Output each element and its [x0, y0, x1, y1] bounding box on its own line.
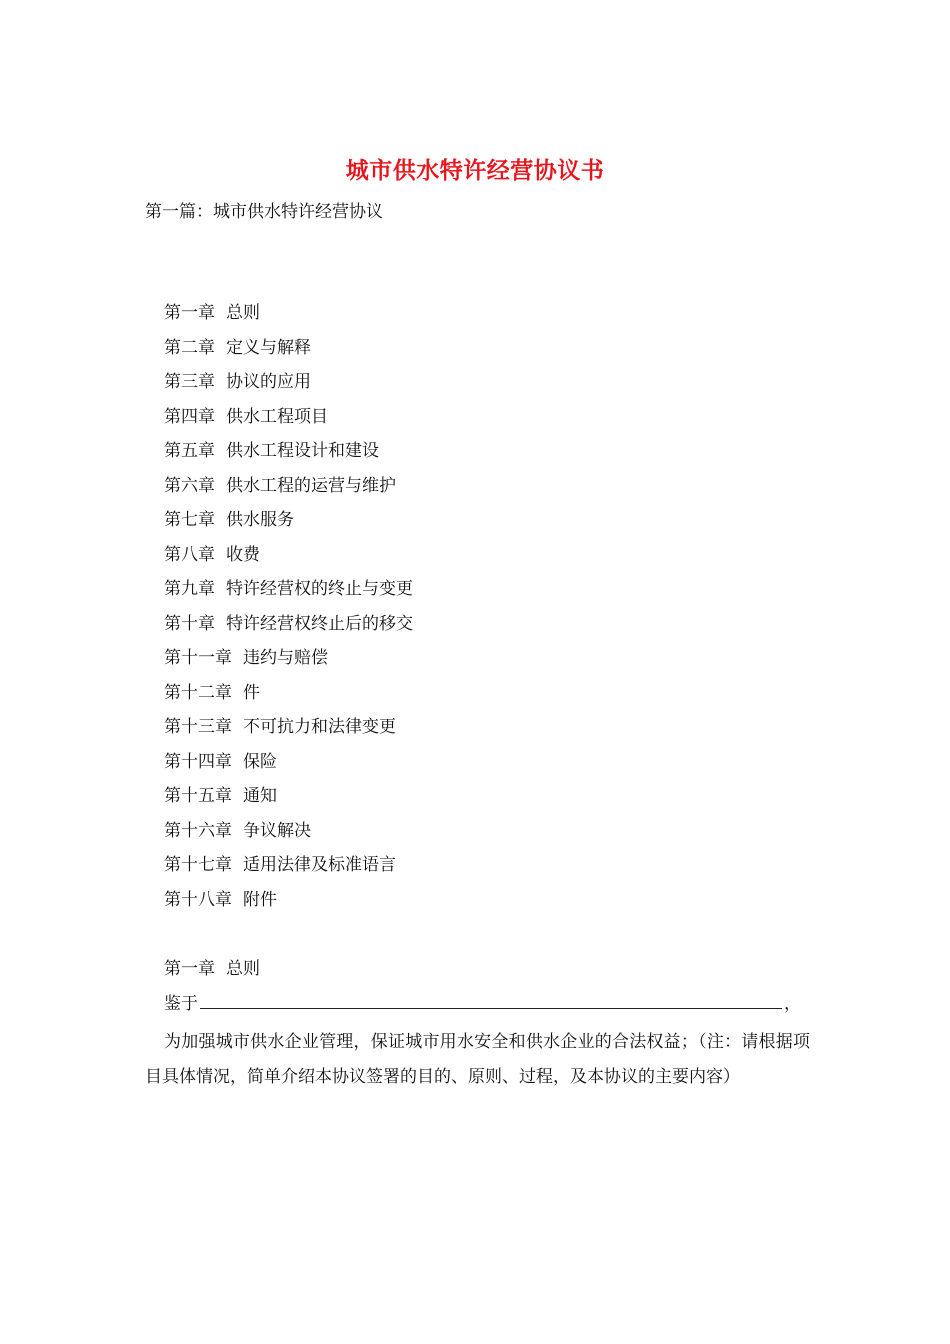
toc-chapter-number: 第十三章 [164, 717, 232, 737]
toc-chapter-number: 第九章 [164, 579, 215, 599]
toc-chapter-name: 特许经营权的终止与变更 [226, 579, 413, 599]
toc-chapter-name: 特许经营权终止后的移交 [226, 613, 413, 634]
recital-suffix: ， [784, 994, 801, 1014]
toc-chapter-number: 第十七章 [164, 855, 232, 875]
toc-chapter-number: 第十章 [164, 613, 215, 634]
toc-item [164, 714, 413, 749]
toc-item [164, 542, 413, 577]
toc-item [164, 404, 413, 439]
section-heading [164, 956, 260, 982]
toc-chapter-number: 第十二章 [164, 682, 232, 703]
toc-item [164, 611, 413, 646]
toc-chapter-name: 供水工程的运营与维护 [226, 475, 396, 496]
toc-item [164, 300, 413, 335]
recital-line [164, 990, 801, 1017]
toc-item [164, 335, 413, 370]
toc-chapter-number: 第七章 [164, 510, 215, 530]
toc-item [164, 749, 413, 784]
toc-chapter-name: 保险 [243, 751, 277, 772]
toc-item [164, 645, 413, 680]
toc-item [164, 887, 413, 922]
toc-chapter-number: 第八章 [164, 544, 215, 565]
toc-chapter-number: 第十四章 [164, 751, 232, 772]
toc-chapter-name: 定义与解释 [226, 337, 311, 358]
toc-item [164, 369, 413, 404]
toc-item [164, 680, 413, 715]
toc-chapter-number: 第十一章 [164, 648, 232, 668]
recital-paragraph: 为加强城市供水企业管理，保证城市用水安全和供水企业的合法权益；（注：请根据项目具体情况，简单介绍本协议签署的目的、原则、过程，及本协议的主要内容） [145, 1032, 810, 1087]
toc-chapter-name: 收费 [226, 544, 260, 565]
toc-chapter-name: 适用法律及标准语言 [243, 855, 396, 875]
toc-item [164, 783, 413, 818]
toc-chapter-name: 通知 [243, 786, 277, 806]
toc-item [164, 852, 413, 887]
toc-chapter-number: 第三章 [164, 372, 215, 392]
toc-chapter-number: 第十五章 [164, 786, 232, 806]
toc-chapter-name: 供水工程项目 [226, 406, 328, 427]
toc-chapter-name: 协议的应用 [226, 372, 311, 392]
toc-chapter-number: 第二章 [164, 337, 215, 358]
toc-chapter-number: 第五章 [164, 441, 215, 461]
toc-item [164, 438, 413, 473]
toc-chapter-number: 第四章 [164, 406, 215, 427]
toc-chapter-number: 第六章 [164, 475, 215, 496]
toc-chapter-name: 附件 [243, 889, 277, 910]
toc-chapter-name: 违约与赔偿 [243, 648, 328, 668]
table-of-contents [164, 300, 413, 921]
toc-chapter-name: 不可抗力和法律变更 [243, 717, 396, 737]
toc-chapter-name: 争议解决 [243, 820, 311, 841]
toc-item [164, 576, 413, 611]
section-chapter-name: 总则 [226, 959, 260, 979]
toc-chapter-name: 供水工程设计和建设 [226, 441, 379, 461]
toc-chapter-number: 第十六章 [164, 820, 232, 841]
toc-chapter-number: 第十八章 [164, 889, 232, 910]
toc-item [164, 818, 413, 853]
document-title: 城市供水特许经营协议书 [345, 157, 605, 184]
toc-chapter-name: 供水服务 [226, 510, 294, 530]
recital-prefix: 鉴于 [164, 994, 198, 1014]
toc-item [164, 473, 413, 508]
section-chapter-number: 第一章 [164, 959, 215, 979]
document-subtitle: 第一篇：城市供水特许经营协议 [145, 202, 383, 222]
fill-in-blank [200, 990, 782, 1009]
toc-chapter-name: 总则 [226, 303, 260, 323]
toc-item [164, 507, 413, 542]
toc-chapter-number: 第一章 [164, 303, 215, 323]
toc-chapter-name: 件 [243, 682, 260, 703]
